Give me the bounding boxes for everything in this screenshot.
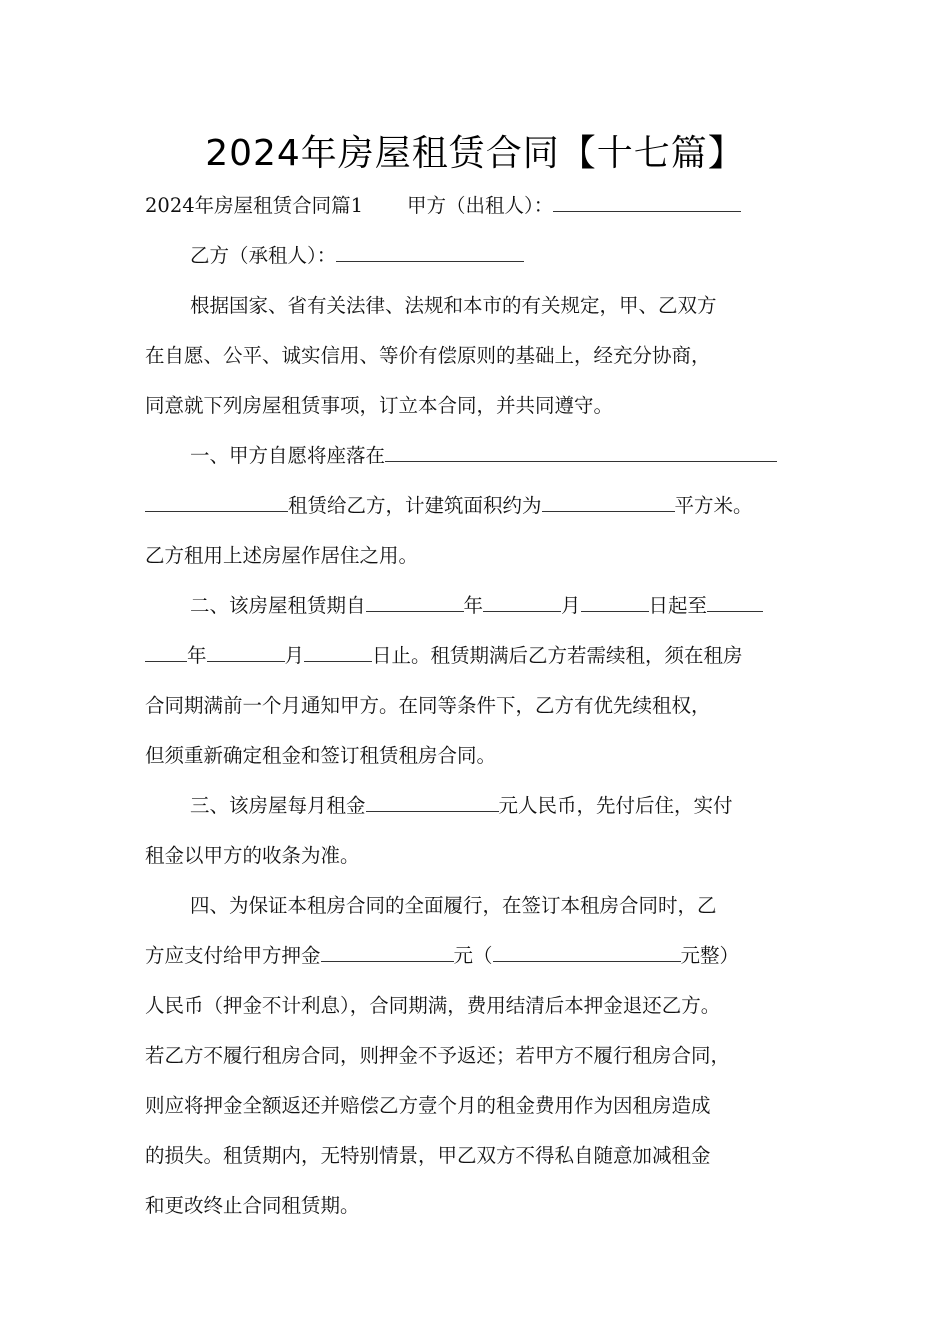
end-year-blank [707,591,763,612]
paragraph-text: 根据国家、省有关法律、法规和本市的有关规定，甲、乙双方 [190,294,717,317]
clause-text: 月 [284,644,305,667]
clause-1-line [145,531,825,581]
lessor-blank [553,191,741,212]
clause-2-line [145,631,825,681]
clause-text: 则应将押金全额返还并赔偿乙方壹个月的租金费用作为因租房造成 [145,1094,711,1117]
clause-text: 二、该房屋租赁期自 [190,594,366,617]
clause-2-line [145,681,825,731]
clause-text: 合同期满前一个月通知甲方。在同等条件下，乙方有优先续租权， [145,694,711,717]
document-title: 2024年房屋租赁合同【十七篇】 [205,133,745,174]
clause-text: 日止。租赁期满后乙方若需续租，须在租房 [372,644,743,667]
clause-1-line [145,431,825,481]
location-blank-cont [145,491,288,512]
clause-text: 元人民币，先付后住，实付 [498,794,733,817]
clause-text: 和更改终止合同租赁期。 [145,1194,360,1217]
start-day-blank [581,591,649,612]
lessor-label: 甲方（出租人）： [407,194,554,217]
clause-text: 若乙方不履行租房合同，则押金不予返还；若甲方不履行租房合同， [145,1044,731,1067]
lessee-blank [336,241,524,262]
paragraph-text: 在自愿、公平、诚实信用、等价有偿原则的基础上，经充分协商， [145,344,711,367]
clause-4-line [145,1081,825,1131]
clause-2-line [145,581,825,631]
end-year-blank-cont [145,641,187,662]
clause-3-line [145,831,825,881]
paragraph-line [145,331,825,381]
lessee-label: 乙方（承租人）： [190,244,337,267]
clause-text: 三、该房屋每月租金 [190,794,366,817]
paragraph-text: 同意就下列房屋租赁事项，订立本合同，并共同遵守。 [145,394,614,417]
clause-text: 但须重新确定租金和签订租赁租房合同。 [145,744,497,767]
clause-text: 年 [463,594,484,617]
start-month-blank [483,591,561,612]
clause-4-line [145,931,825,981]
end-day-blank [304,641,372,662]
clause-text: 租金以甲方的收条为准。 [145,844,360,867]
clause-text: 月 [561,594,581,617]
clause-text: 一、甲方自愿将座落在 [190,444,386,467]
clause-3-line [145,781,825,831]
paragraph-line [145,381,825,431]
location-blank [385,441,777,462]
clause-text: 租赁给乙方，计建筑面积约为 [288,494,542,517]
clause-text: 日起至 [648,594,708,617]
section-heading: 2024年房屋租赁合同篇1 [145,194,364,217]
clause-text: 乙方租用上述房屋作居住之用。 [145,544,419,567]
clause-2-line [145,731,825,781]
rent-blank [366,791,499,812]
clause-4-line [145,981,825,1031]
clause-text: 人民币（押金不计利息），合同期满，费用结清后本押金退还乙方。 [145,994,721,1017]
clause-text: 方应支付给甲方押金 [145,944,321,967]
clause-text: 元整） [680,944,740,967]
clause-1-line [145,481,825,531]
clause-4-line [145,881,825,931]
clause-text: 年 [187,644,207,667]
paragraph-line [145,281,825,331]
clause-4-line [145,1181,825,1231]
contract-body [145,181,825,1231]
clause-4-line [145,1031,825,1081]
deposit-blank [321,941,454,962]
start-year-blank [366,591,464,612]
line-1 [145,181,825,231]
area-blank [542,491,675,512]
end-month-blank [207,641,285,662]
clause-text: 平方米。 [674,494,753,517]
deposit-words-blank [493,941,681,962]
clause-4-line [145,1131,825,1181]
clause-text: 四、为保证本租房合同的全面履行，在签订本租房合同时，乙 [190,894,717,917]
clause-text: 的损失。租赁期内，无特别情景，甲乙双方不得私自随意加减租金 [145,1144,711,1167]
line-2 [145,231,825,281]
clause-text: 元（ [453,944,493,967]
